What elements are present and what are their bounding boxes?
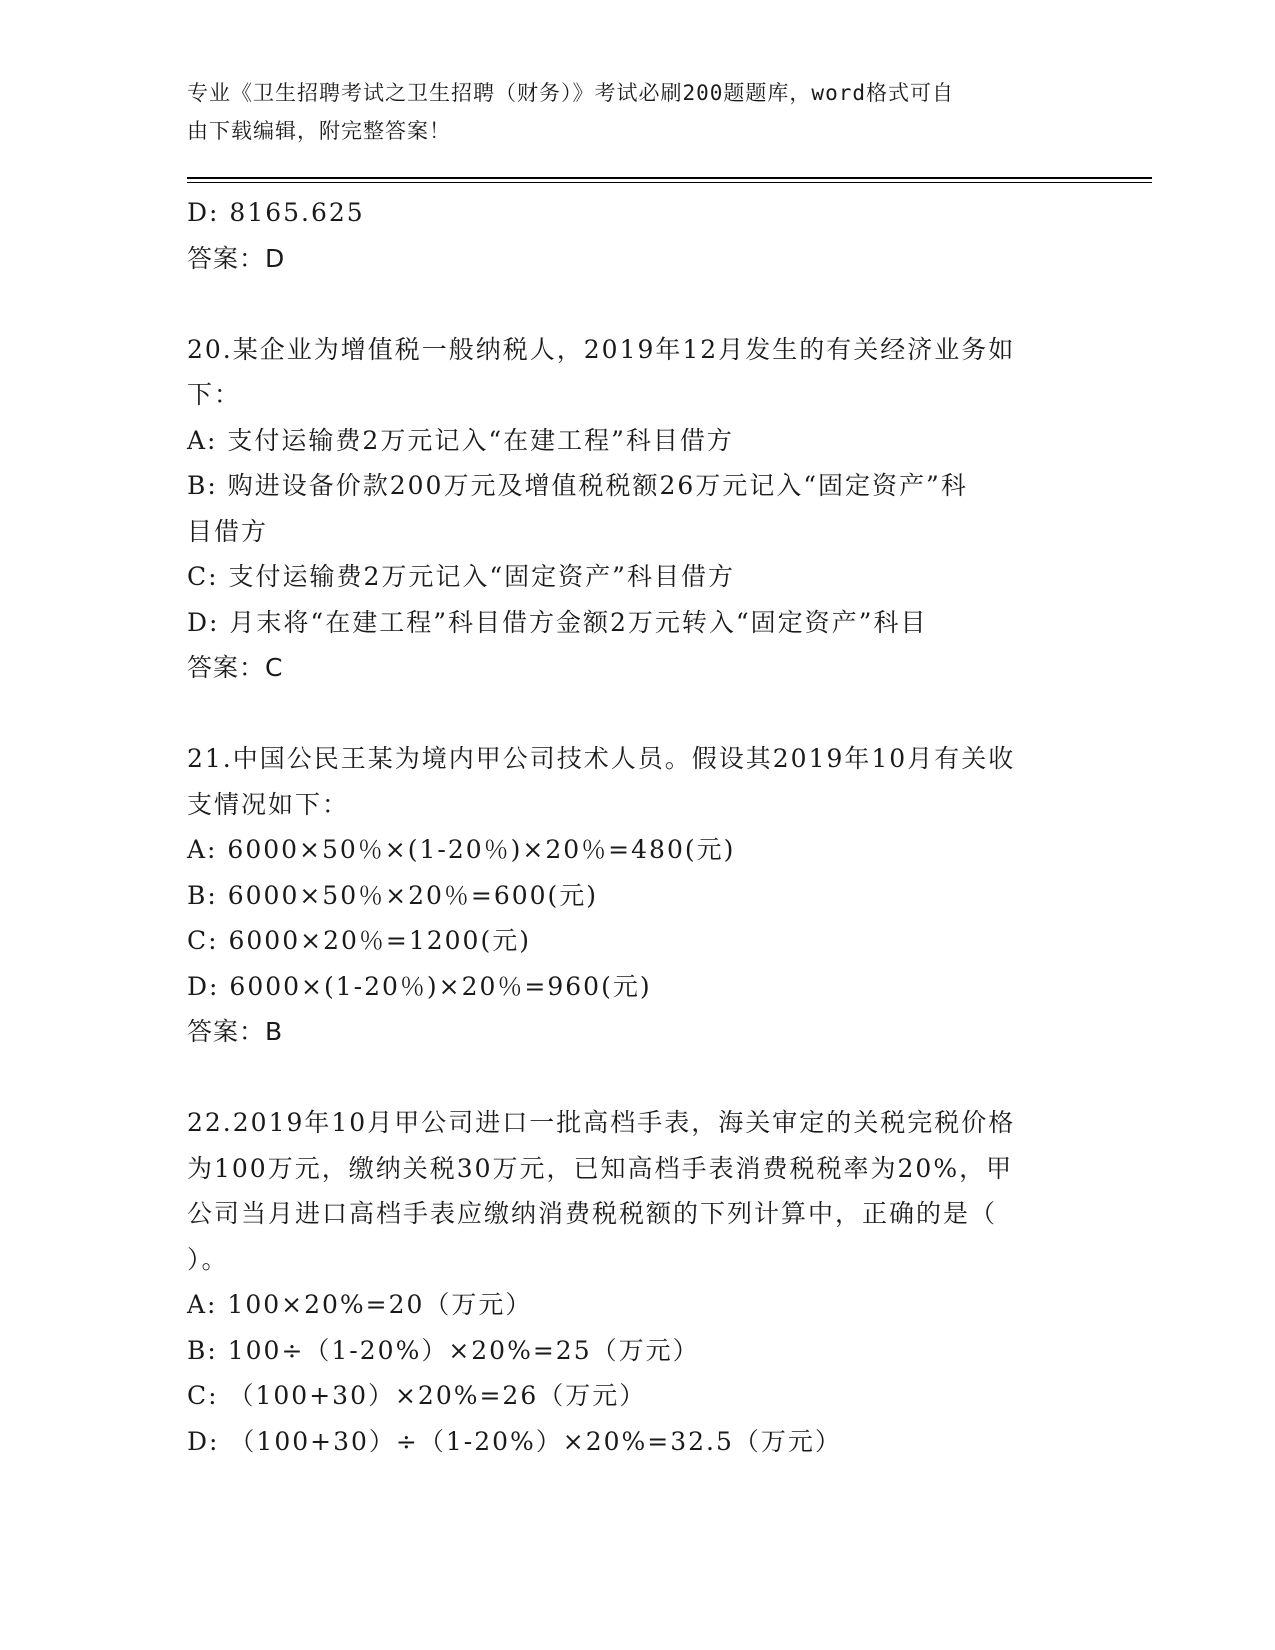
q20-stem-line-1: 20.某企业为增值税一般纳税人，2019年12月发生的有关经济业务如 — [187, 334, 1016, 364]
header-line-1: 专业《卫生招聘考试之卫生招聘（财务）》考试必刷200题题库，word格式可自 — [187, 81, 954, 105]
question-content — [187, 190, 1067, 1464]
q20-answer: 答案：C — [187, 653, 284, 682]
q21-option-a: A: 6000×50％×(1-20％)×20％=480(元) — [187, 835, 736, 864]
q22-stem-line-4: ）。 — [187, 1244, 229, 1274]
q22-option-b: B: 100÷（1-20%）×20%=25（万元） — [187, 1335, 700, 1365]
q21-stem-line-1: 21.中国公民王某为境内甲公司技术人员。假设其2019年10月有关收 — [187, 744, 1016, 773]
q21-option-b: B: 6000×50％×20％=600(元) — [187, 880, 599, 910]
q21-stem-line-2: 支情况如下： — [187, 789, 350, 819]
question-22 — [187, 1100, 1067, 1464]
q20-option-c: C: 支付运输费2万元记入“固定资产”科目借方 — [187, 562, 735, 591]
q22-stem-line-3: 公司当月进口高档手表应缴纳消费税税额的下列计算中，正确的是（ — [187, 1199, 998, 1228]
q20-option-b-line-1: B: 购进设备价款200万元及增值税税额26万元记入“固定资产”科 — [187, 471, 968, 500]
header-line-2: 由下载编辑，附完整答案！ — [187, 119, 451, 143]
prev-question — [187, 190, 1067, 281]
spacer — [187, 691, 1067, 737]
header-rule-thick — [187, 177, 1152, 179]
spacer — [187, 281, 1067, 327]
q22-option-d: D: （100+30）÷（1-20%）×20%=32.5（万元） — [187, 1426, 842, 1456]
q22-stem-line-1: 22.2019年10月甲公司进口一批高档手表，海关审定的关税完税价格 — [187, 1108, 1016, 1137]
prev-answer: 答案：D — [187, 243, 286, 273]
q22-option-c: C: （100+30）×20%=26（万元） — [187, 1381, 647, 1410]
header-rule-thin — [187, 182, 1152, 183]
q22-option-a: A: 100×20%=20（万元） — [187, 1290, 533, 1319]
q20-option-d: D: 月末将“在建工程”科目借方金额2万元转入“固定资产”科目 — [187, 607, 928, 637]
page-header — [187, 74, 1067, 150]
prev-option-d: D: 8165.625 — [187, 198, 365, 227]
q20-stem-line-2: 下： — [187, 380, 242, 409]
spacer — [187, 1055, 1067, 1101]
q21-option-c: C: 6000×20％=1200(元) — [187, 926, 531, 955]
q21-option-d: D: 6000×(1-20％)×20％=960(元) — [187, 971, 652, 1001]
question-20 — [187, 327, 1067, 691]
q22-stem-line-2: 为100万元，缴纳关税30万元，已知高档手表消费税税率为20%，甲 — [187, 1153, 1014, 1183]
q21-answer: 答案：B — [187, 1017, 284, 1046]
q20-option-a: A: 支付运输费2万元记入“在建工程”科目借方 — [187, 425, 734, 455]
question-21 — [187, 736, 1067, 1055]
q20-option-b-line-2: 目借方 — [187, 516, 269, 546]
